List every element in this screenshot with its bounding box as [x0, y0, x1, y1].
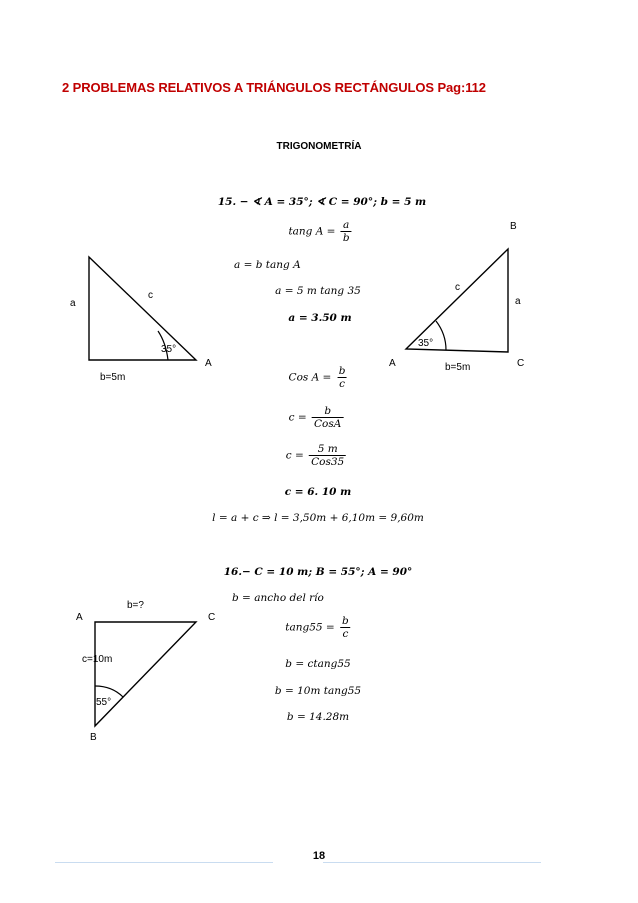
problem15-result-a: a = 3.50 m: [288, 312, 352, 324]
right-tri-angle: 35°: [418, 338, 434, 349]
problem16-step2: b = 10m tang55: [274, 685, 362, 697]
tan-lhs: tang A =: [288, 225, 336, 238]
problem15-step1: a = b tang A: [234, 259, 301, 271]
cos-numerator: b: [338, 365, 346, 377]
river-tri-angle: 55°: [96, 697, 112, 708]
right-tri-vertex-c: C: [517, 358, 525, 369]
cos-lhs: Cos A =: [288, 371, 332, 384]
right-tri-vertex-a: A: [389, 358, 396, 369]
tan-numerator: a: [343, 219, 350, 231]
left-tri-vertex-a: A: [205, 358, 212, 369]
tan55-lhs: tang55 =: [285, 621, 335, 634]
problem15-result-c: c = 6. 10 m: [284, 486, 352, 498]
c-denominator2: Cos35: [311, 456, 345, 468]
river-tri-vertex-a: A: [76, 612, 83, 623]
right-triangle: [406, 249, 508, 352]
river-angle-arc: [95, 686, 123, 697]
tan55-denominator: c: [342, 628, 349, 640]
right-tri-vertex-b: B: [510, 221, 517, 232]
subtitle: TRIGONOMETRÍA: [276, 141, 362, 152]
c-fraction1: [312, 405, 343, 430]
right-tri-side-b: b=5m: [445, 362, 471, 373]
c-denominator1: CosA: [314, 418, 342, 430]
right-tri-side-c: c: [455, 282, 460, 293]
left-tri-side-c: c: [148, 290, 153, 301]
problem15-statement: 15. − ∢ A = 35°; ∢ C = 90°; b = 5 m: [217, 196, 427, 208]
left-tri-side-b: b=5m: [100, 372, 126, 383]
tan55-fraction: [340, 615, 351, 640]
left-tri-angle: 35°: [161, 344, 177, 355]
cos-fraction: [337, 365, 348, 390]
right-tri-side-a: a: [515, 296, 521, 307]
problem15-tan-equation: [288, 219, 351, 244]
tan55-numerator: b: [342, 615, 349, 627]
river-tri-side-c: c=10m: [82, 654, 113, 665]
c-lhs2: c =: [285, 449, 304, 462]
problem15-c-equation2: [286, 443, 346, 468]
c-numerator1: b: [324, 405, 332, 417]
river-tri-side-b: b=?: [127, 600, 144, 611]
cos-denominator: c: [339, 378, 346, 390]
river-tri-vertex-b: B: [90, 732, 97, 743]
footer-rule-right: [323, 862, 541, 863]
problem16-step1: b = ctang55: [285, 658, 351, 670]
right-angle-arc: [436, 321, 446, 350]
c-lhs1: c =: [288, 411, 307, 424]
footer-rule-left: [55, 862, 273, 863]
river-triangle: [95, 622, 196, 726]
problem15-c-equation1: [289, 405, 344, 430]
problem15-sum: l = a + c ⇒ l = 3,50m + 6,10m = 9,60m: [212, 512, 424, 524]
problem16-tan-equation: [285, 615, 351, 640]
page-number: 18: [312, 850, 326, 862]
river-tri-vertex-c: C: [208, 612, 216, 623]
problem16-statement: 16.− C = 10 m; B = 55°; A = 90°: [223, 566, 413, 578]
problem15-cos-equation: [289, 365, 348, 390]
problem16-definition: b = ancho del río: [232, 592, 324, 604]
c-numerator2: 5 m: [317, 443, 338, 455]
section-heading: 2 PROBLEMAS RELATIVOS A TRIÁNGULOS RECTÁNGULOS Pag:112: [62, 80, 486, 95]
left-tri-side-a: a: [70, 298, 76, 309]
tan-denominator: b: [342, 232, 350, 244]
problem15-step2: a = 5 m tang 35: [275, 285, 361, 297]
c-fraction2: [309, 443, 346, 468]
problem16-result: b = 14.28m: [286, 711, 350, 723]
left-triangle: [89, 257, 196, 360]
tan-fraction: [341, 219, 352, 244]
